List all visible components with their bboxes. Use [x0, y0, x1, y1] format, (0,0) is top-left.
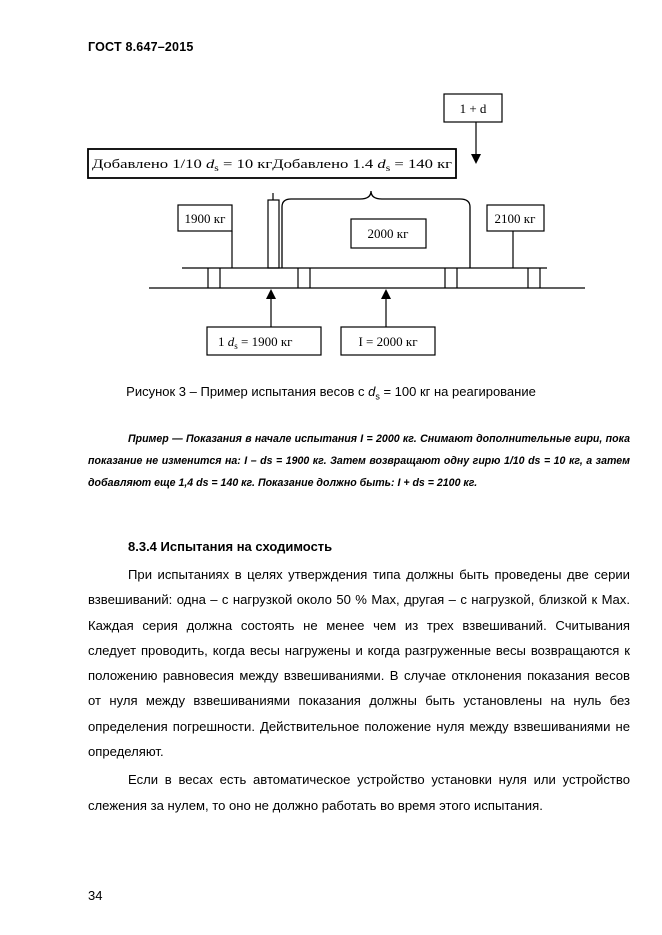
figure-caption [0, 384, 662, 402]
bottom-left-suffix: = 1900 кг [237, 334, 293, 349]
top-box-label: 1 + d [459, 101, 487, 116]
label-2000: 2000 кг [367, 226, 409, 241]
example-block [88, 428, 630, 494]
added-left-sub: s [214, 163, 218, 173]
added-left-sym: d [205, 156, 213, 171]
added-text [92, 156, 452, 173]
caption-sub: s [375, 391, 380, 402]
added-left-prefix: Добавлено 1/10 [92, 156, 182, 171]
added-right-sub: s [385, 163, 390, 173]
body-paragraph-1: При испытаниях в целях утверждения типа должны быть проведены две серии взвешиваний: одна – с нагрузкой около 50 % Max, другая – с нагрузкой, близкой к Max. Каждая серия должна состоять не менее чем из трех взвешиваний. Считывания следует проводить, когда весы нагружены и когда разгруженные весы возвращаются к положению равновесия между взвешиваниями. В случае отклонения показания весов от нуля между взвешиваниями показания должны быть установлены на нуль без определения погрешности. Действительное положение нуля между взвешиваниями не определяют. [88, 567, 630, 760]
bottom-left-sym: d [227, 334, 235, 349]
scale-ticks [208, 268, 540, 288]
label-1900: 1900 кг [184, 211, 226, 226]
bottom-left-arrow-head [266, 289, 276, 299]
bottom-right-text: I = 2000 кг [358, 334, 418, 349]
added-right-prefix: Добавлено 1.4 [272, 156, 355, 171]
caption-suffix: = 100 кг на реагирование [379, 384, 536, 399]
bottom-left-prefix: 1 [218, 334, 228, 349]
figure-diagram [0, 0, 662, 380]
body-paragraph-2: Если в весах есть автоматическое устройство установки нуля или устройство слежения за нулем, то оно не должно работать во время этого испытания. [88, 772, 630, 813]
body-text [88, 562, 630, 821]
page-number: 34 [88, 888, 103, 903]
section-heading: 8.3.4 Испытания на сходимость [128, 539, 333, 554]
caption-prefix: Рисунок 3 – Пример испытания весов с [126, 384, 369, 399]
caption-sym: d [368, 384, 376, 399]
small-weight [268, 200, 279, 268]
added-right-suffix: = 140 кг [390, 156, 439, 171]
added-right-sym: d [377, 156, 384, 171]
bottom-left-sub: s [234, 341, 238, 351]
bottom-left-text [218, 334, 293, 351]
label-2100: 2100 кг [494, 211, 536, 226]
top-arrow-head [471, 154, 481, 164]
example-paragraph: Пример — Показания в начале испытания I = 2000 кг. Снимают дополнительные гири, пока показание не изменится на: I – ds = 1900 кг. Затем возвращают одну гирю 1/10 ds = 10 кг, а затем добавляют еще 1,4 ds = 140 кг. Показание должно быть: I + ds = 2100 кг. [88, 433, 630, 489]
bottom-right-arrow-head [381, 289, 391, 299]
document-header: ГОСТ 8.647–2015 [88, 40, 194, 54]
added-left-suffix: = 10 кг [218, 156, 261, 171]
